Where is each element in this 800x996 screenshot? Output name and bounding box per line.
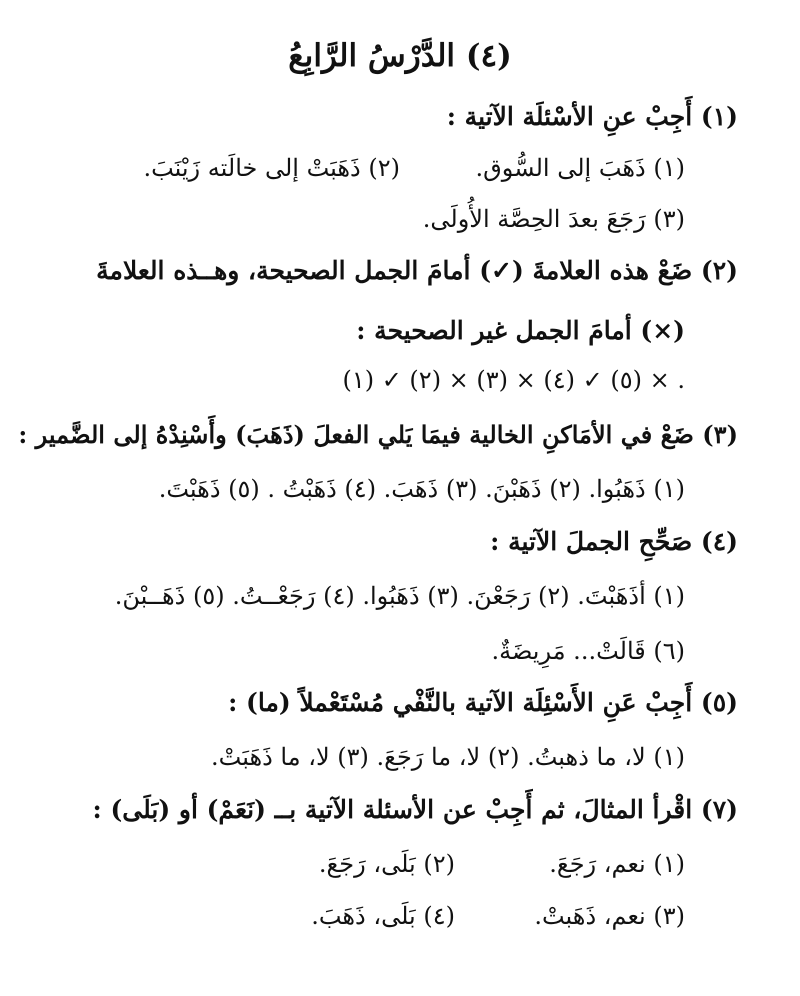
question-7-heading: (٧) اقْرأ المثالَ، ثم أَجِبْ عن الأسئلة الآتية بــ (نَعَمْ) أو (بَلَى) : bbox=[92, 795, 738, 824]
question-5-heading: (٥) أَجِبْ عَنِ الأَسْئِلَة الآتية بالنَّفْي مُسْتَعْملاً (ما) : bbox=[228, 688, 738, 717]
q7-answer-4: (٤) بَلَى، ذَهَبَ. bbox=[311, 902, 455, 930]
q1-answer-1: (١) ذَهَبَ إلى السُّوق. bbox=[475, 154, 685, 182]
q7-answer-1: (١) نعم، رَجَعَ. bbox=[549, 850, 685, 878]
q1-answer-2: (٢) ذَهَبَتْ إلى خالَته زَيْنَبَ. bbox=[143, 154, 400, 182]
q5-answers: (١) لا، ما ذهبتُ. (٢) لا، ما رَجَعَ. (٣) لا، ما ذَهَبَتْ. bbox=[211, 743, 685, 771]
q2-answers: (١) ✓ (٢) × (٣) × (٤) ✓ (٥) × . bbox=[342, 366, 685, 394]
q1-answer-3: (٣) رَجَعَ بعدَ الحِصَّة الأُولَى. bbox=[422, 205, 685, 233]
question-2-heading: (٢) ضَعْ هذه العلامةَ (✓) أمامَ الجمل الصحيحة، وهــذه العلامةَ bbox=[96, 256, 738, 285]
q7-answer-2: (٢) بَلَى، رَجَعَ. bbox=[318, 850, 455, 878]
q3-answers: (١) ذَهَبُوا. (٢) ذَهَبْنَ. (٣) ذَهَبَ. (٤) ذَهَبْتُ . (٥) ذَهَبْتَ. bbox=[158, 475, 685, 503]
question-3-heading: (٣) ضَعْ في الأمَاكنِ الخالية فيمَا يَلي الفعلَ (ذَهَبَ) وأَسْنِدْهُ إلى الضَّمير : bbox=[18, 420, 738, 449]
q4-answers: (١) أذَهَبْتَ. (٢) رَجَعْنَ. (٣) ذَهَبُوا. (٤) رَجَعْــتُ. (٥) ذَهَــبْنَ. bbox=[114, 582, 685, 610]
question-1-heading: (١) أَجِبْ عنِ الأسْئلَة الآتية : bbox=[446, 102, 738, 131]
question-4-heading: (٤) صَحِّحِ الجملَ الآتية : bbox=[490, 527, 738, 556]
lesson-title: (٤) الدَّرْسُ الرَّابِعُ bbox=[288, 38, 512, 74]
q4-answers-continued: (٦) قَالَتْ... مَرِيضَةٌ. bbox=[491, 637, 685, 665]
question-2-heading-continued: (×) أمامَ الجمل غير الصحيحة : bbox=[356, 316, 685, 345]
q7-answer-3: (٣) نعم، ذَهَبتْ. bbox=[534, 902, 685, 930]
